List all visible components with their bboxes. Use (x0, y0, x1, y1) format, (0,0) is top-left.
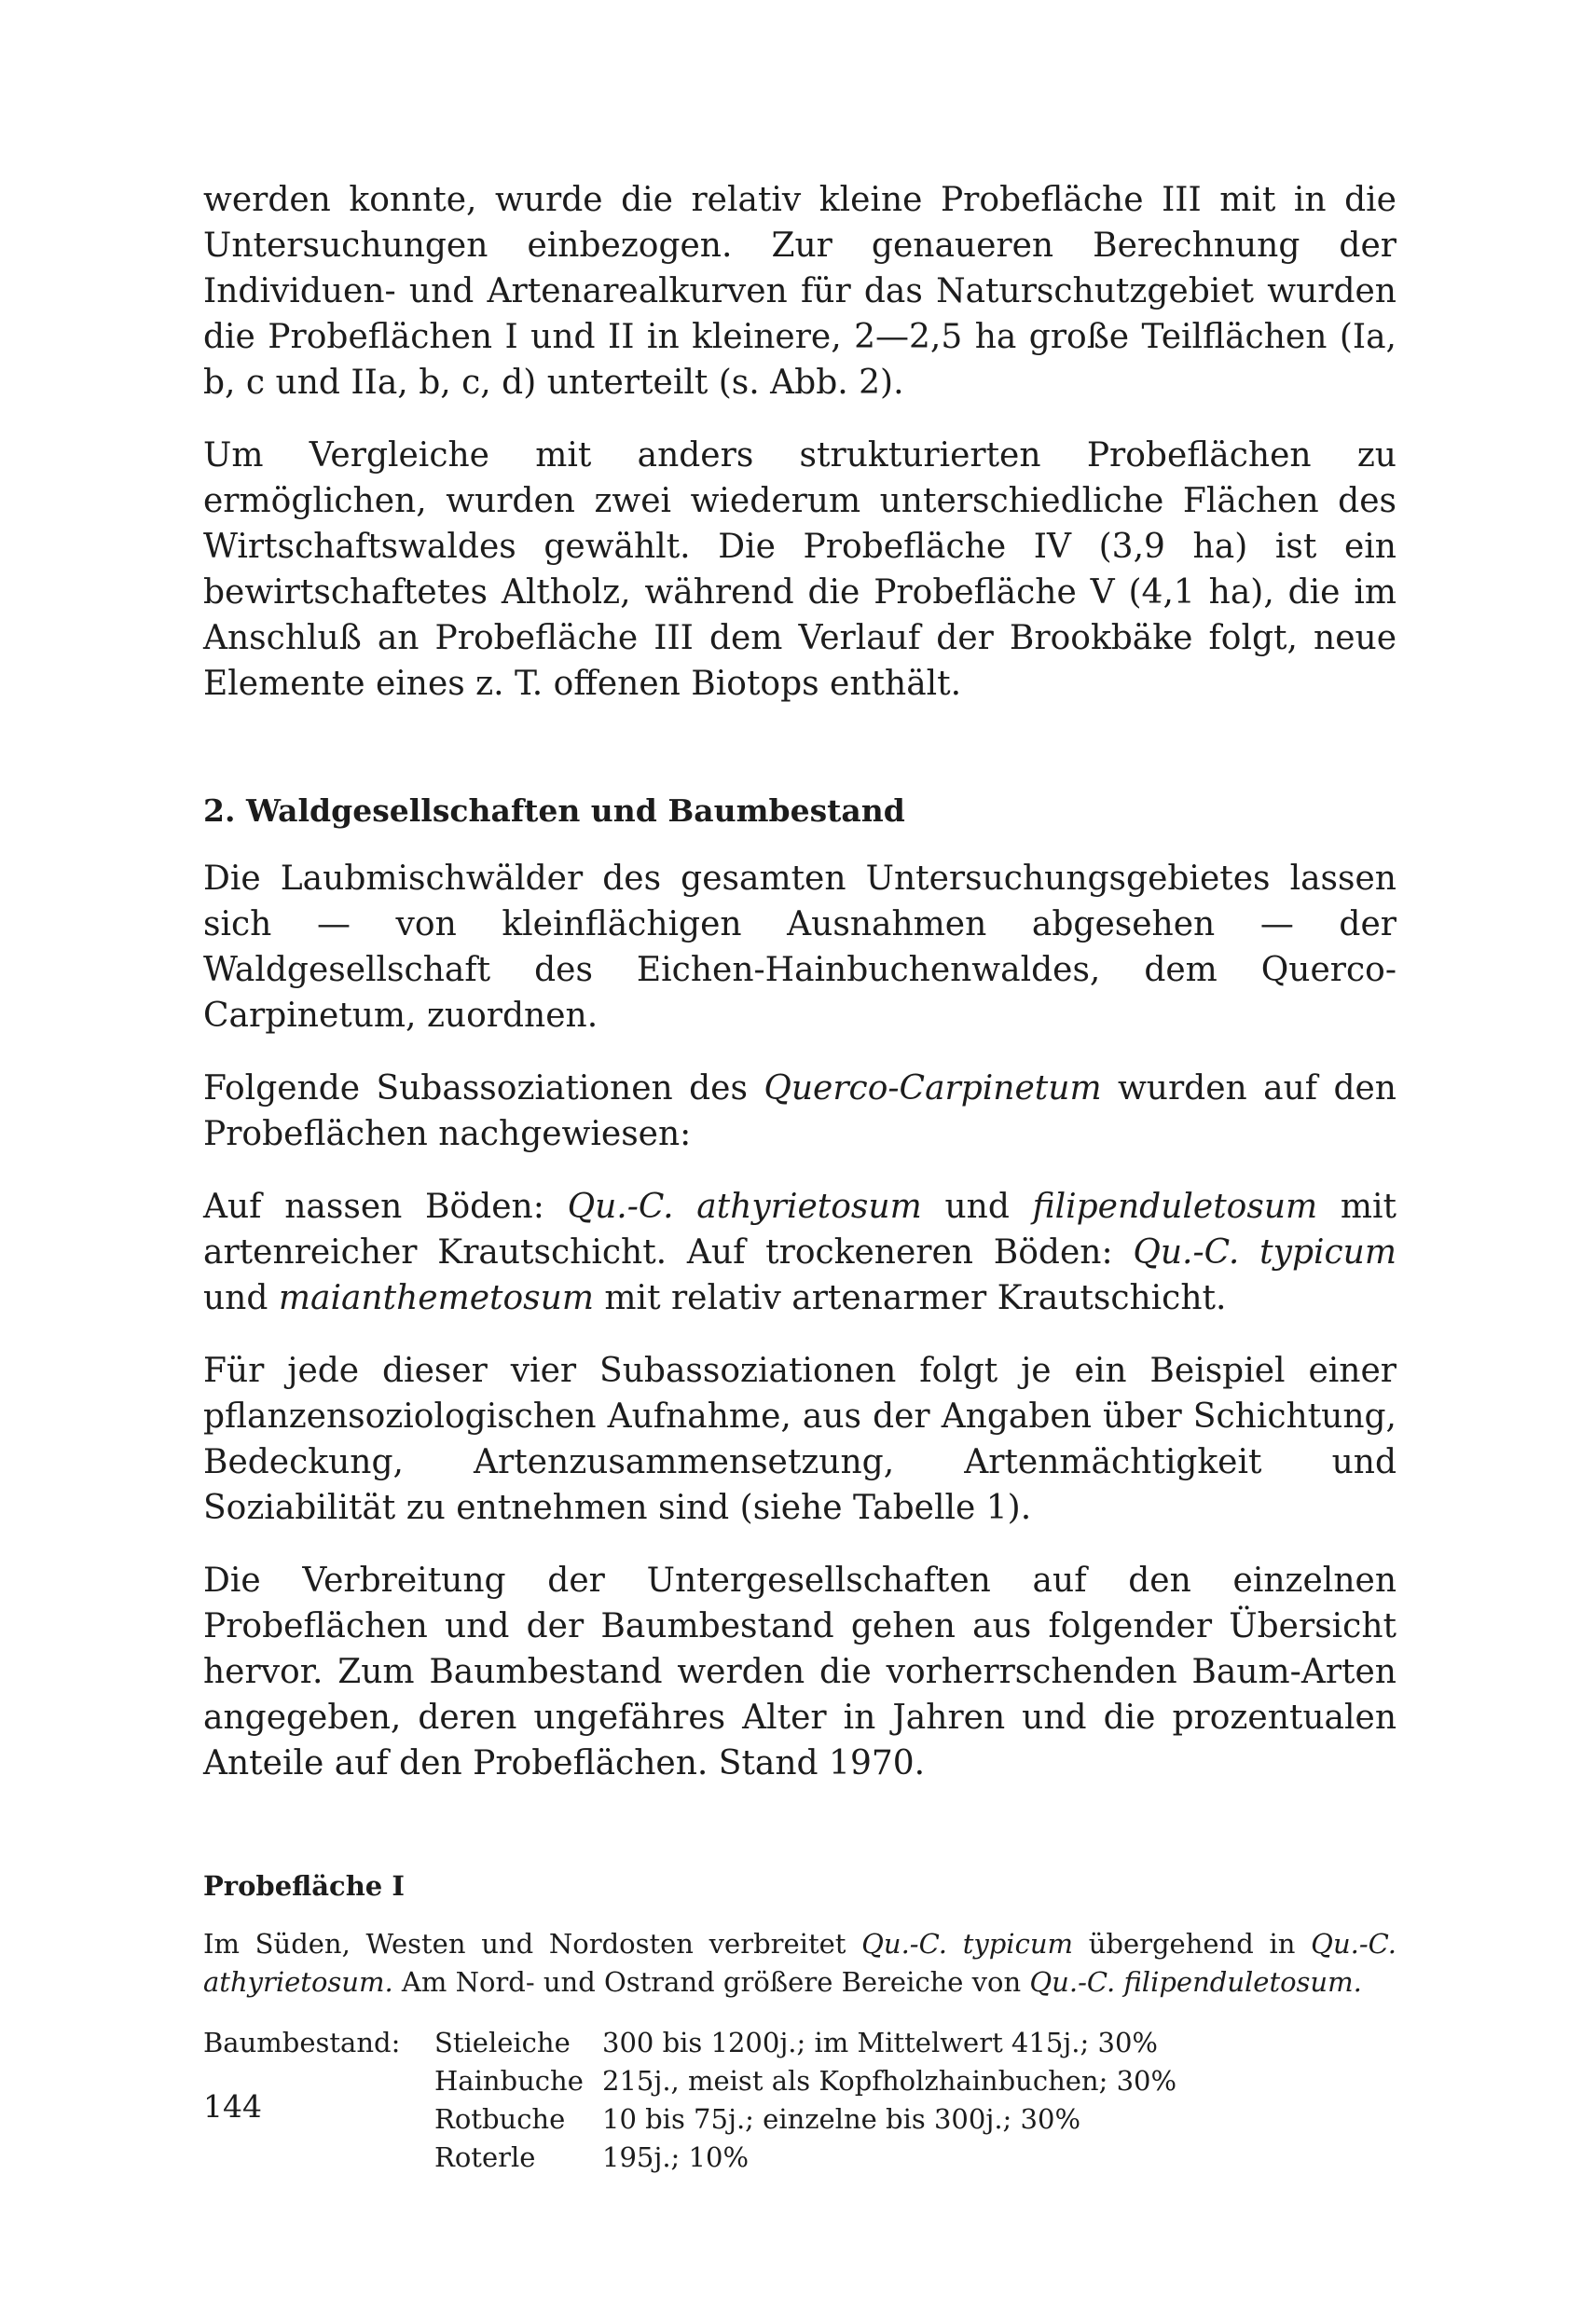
paragraph-1: werden konnte, wurde die relativ kleine Probefläche III mit in die Untersuchungen einbezogen. Zur genaueren Berechnung der Individuen- und Artenarealkurven für das Naturschutzgebiet wurden die Probeflächen I und II in kleinere, 2—2,5 ha große Teilflächen (Ia, b, c und IIa, b, c, d) unterteilt (s. Abb. 2). (203, 181, 1396, 402)
text-run: Am Nord- und Ostrand größere Bereiche von (392, 1966, 1030, 1998)
italic-term: Qu.-C. typicum (861, 1928, 1073, 1960)
table-row (203, 2139, 1176, 2177)
subsection-heading: Probefläche I (203, 1870, 405, 1902)
probeflaeche-description (203, 1925, 1396, 2002)
paragraph-4 (203, 1066, 1396, 1157)
section-heading: 2. Waldgesellschaften und Baumbestand (203, 792, 905, 829)
page-body (203, 177, 1396, 2177)
tree-info: 300 bis 1200j.; im Mittelwert 415j.; 30% (602, 2027, 1158, 2058)
tree-name: Hainbuche (434, 2065, 584, 2097)
tree-stock-table (203, 2024, 1176, 2177)
paragraph-5 (203, 1184, 1396, 1321)
text-run: und (203, 1279, 279, 1317)
text-run: mit relativ artenarmer Krautschicht. (593, 1279, 1227, 1317)
page-number: 144 (203, 2088, 262, 2125)
italic-term: filipenduletosum (1032, 1188, 1318, 1226)
tree-name: Rotbuche (434, 2103, 566, 2135)
tree-info: 195j.; 10% (602, 2141, 750, 2173)
italic-term: Qu.-C. typicum (1133, 1233, 1396, 1272)
paragraph-2: Um Vergleiche mit anders strukturierten Probeflächen zu ermöglichen, wurden zwei wiederum unterschiedliche Flächen des Wirtschaftswaldes gewählt. Die Probefläche IV (3,9 ha) ist ein bewirtschaftetes Altholz, während die Probefläche V (4,1 ha), die im Anschluß an Probefläche III dem Verlauf der Brookbäke folgt, neue Elemente eines z. T. offenen Biotops enthält. (203, 436, 1396, 703)
text-run: Im Süden, Westen und Nordosten verbreitet (203, 1928, 862, 1960)
table-row (203, 2062, 1176, 2100)
paragraph-6: Für jede dieser vier Subassoziationen folgt je ein Beispiel einer pflanzensoziologischen Aufnahme, aus der Angaben über Schichtung, Bedeckung, Artenzusammensetzung, Artenmächtigkeit und Soziabilität zu entnehmen sind (siehe Tabelle 1). (203, 1352, 1396, 1527)
tree-name: Stieleiche (434, 2027, 571, 2058)
italic-term: Qu.-C. athyrietosum (567, 1188, 922, 1226)
tree-stock-label: Baumbestand: (203, 2027, 401, 2058)
text-run: wurden auf den Probeflächen nachgewiesen: (203, 1069, 1396, 1153)
table-row (203, 2100, 1176, 2139)
italic-term: maianthemetosum (278, 1279, 594, 1317)
empty-cell (203, 2139, 434, 2177)
italic-term: Qu.-C. athyrietosum. (203, 1928, 1397, 1998)
paragraph-7: Die Verbreitung der Untergesellschaften auf den einzelnen Probeflächen und der Baumbestand gehen aus folgender Übersicht hervor. Zum Baumbestand werden die vorherrschenden Baum-Arten angegeben, deren ungefähres Alter in Jahren und die prozentualen Anteile auf den Probeflächen. Stand 1970. (203, 1562, 1396, 1782)
text-run: Folgende Subassoziationen des (203, 1069, 764, 1108)
italic-term: Querco-Carpinetum (764, 1069, 1102, 1108)
tree-name: Roterle (434, 2141, 536, 2173)
text-run: und (921, 1188, 1033, 1226)
text-run: mit artenreicher Krautschicht. Auf trockeneren Böden: (203, 1188, 1396, 1272)
table-row (203, 2024, 1176, 2062)
text-run: übergehend in (1073, 1928, 1312, 1960)
tree-info: 10 bis 75j.; einzelne bis 300j.; 30% (602, 2103, 1080, 2135)
paragraph-3: Die Laubmischwälder des gesamten Untersuchungsgebietes lassen sich — von kleinflächigen Ausnahmen abgesehen — der Waldgesellschaft des Eichen-Hainbuchenwaldes, dem Querco-Carpinetum, zuordnen. (203, 860, 1396, 1035)
italic-term: Qu.-C. filipenduletosum. (1029, 1966, 1362, 1998)
text-run: Auf nassen Böden: (203, 1188, 568, 1226)
tree-info: 215j., meist als Kopfholzhainbuchen; 30% (602, 2065, 1177, 2097)
